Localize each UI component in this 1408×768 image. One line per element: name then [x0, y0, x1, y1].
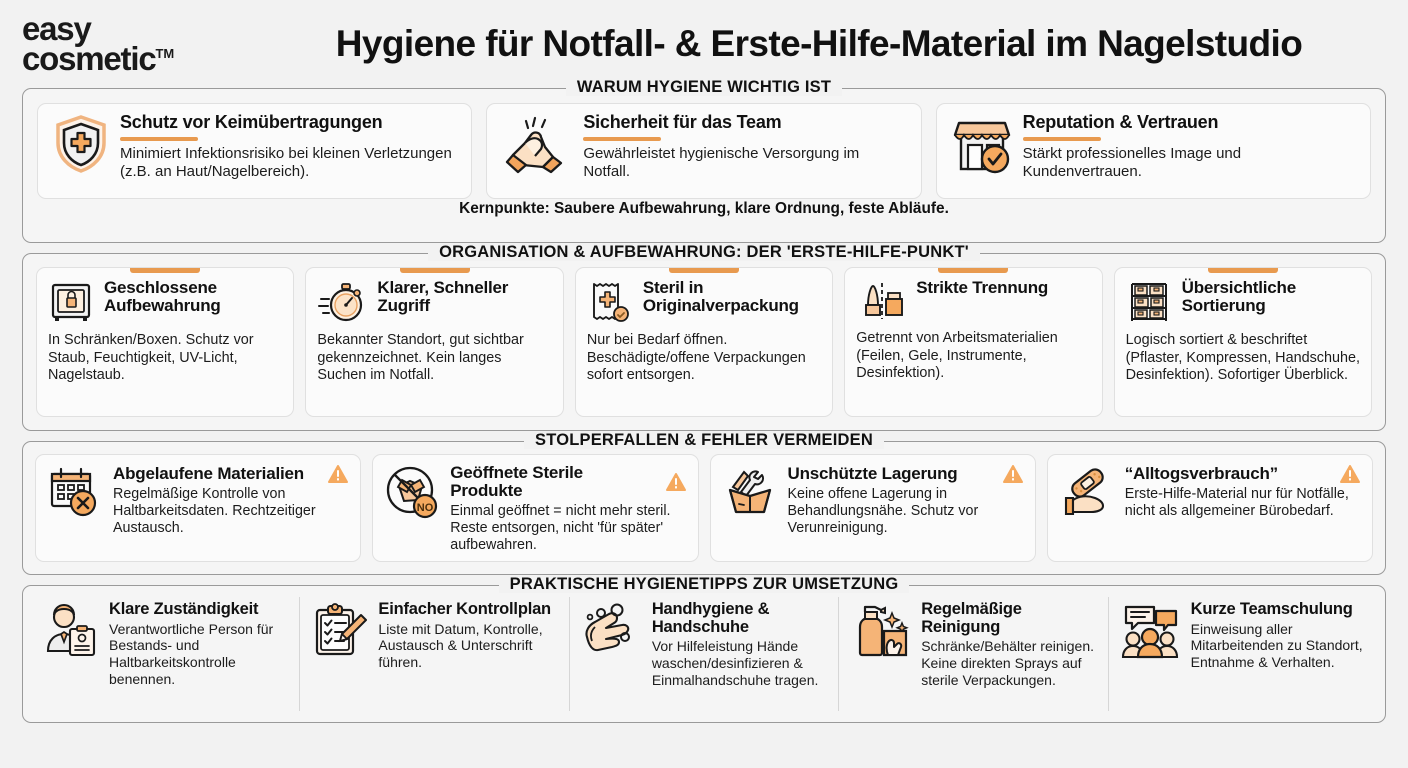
hand-washing-icon	[581, 601, 643, 659]
tip-description: Liste mit Datum, Kontrolle, Austausch & Unterschrift führen.	[378, 620, 543, 671]
card-uebersichtliche-sortierung[interactable]	[1114, 267, 1372, 417]
accent-bar	[583, 137, 661, 141]
svg-text:NO: NO	[417, 502, 434, 514]
page-title: Hygiene für Notfall- & Erste-Hilfe-Material im Nagelstudio	[335, 23, 1303, 64]
tips-row	[23, 586, 1385, 722]
card-description: Regelmäßige Kontrolle von Haltbarkeitsdaten. Rechtzeitiger Austausch.	[113, 486, 316, 537]
spray-cloth-icon	[850, 601, 912, 659]
accent-bar	[669, 268, 739, 273]
tip-description: Vor Hilfeleistung Hände waschen/desinfizieren & Einmalhandschuhe tragen.	[651, 638, 819, 688]
warning-triangle-icon	[665, 472, 687, 492]
tip-description: Einweisung aller Mitarbeitenden zu Standort, Entnahme & Verhalten.	[1190, 620, 1363, 671]
checklist-pen-icon	[311, 601, 369, 659]
card-title	[450, 464, 686, 501]
tip-title: Klare Zuständigkeit	[109, 600, 259, 618]
tip-title: Kurze Teamschulung	[1190, 600, 1353, 618]
section-heading: PRAKTISCHE HYGIENETIPPS ZUR UMSETZUNG	[23, 575, 1385, 594]
card-row	[23, 254, 1385, 430]
card-title: Steril in Originalverpackung	[642, 278, 799, 316]
card-klarer-schneller-zugriff[interactable]	[305, 267, 563, 417]
section-praktische-hygienetipps	[22, 575, 1386, 723]
card-row	[23, 442, 1385, 574]
card-steril-originalverpackung[interactable]	[575, 267, 833, 417]
card-description: Stärkt professionelles Image und Kundenvertrauen.	[1022, 145, 1242, 181]
card-description: In Schränken/Boxen. Schutz vor Staub, Feuchtigkeit, UV-Licht, Nagelstaub.	[48, 332, 254, 384]
tip-klare-zustaendigkeit[interactable]	[31, 597, 299, 711]
person-clipboard-icon	[42, 601, 100, 659]
accent-bar	[130, 268, 200, 273]
card-title: Klarer, Schneller Zugriff	[377, 278, 509, 316]
handshake-icon	[501, 113, 573, 175]
card-title	[788, 464, 1024, 484]
trademark-symbol: TM	[155, 46, 175, 61]
accent-bar	[938, 268, 1008, 273]
tip-description: Schränke/Behälter reinigen. Keine direkten Sprays auf sterile Verpackungen.	[921, 638, 1094, 688]
section-heading: WARUM HYGIENE WICHTIG IST	[23, 78, 1385, 97]
card-description: Keine offene Lagerung in Behandlungsnähe. Schutz vor Verunreinigung.	[787, 486, 979, 537]
card-strikte-trennung[interactable]	[844, 267, 1102, 417]
tip-title: Regelmäßige Reinigung	[921, 600, 1022, 636]
card-title-text: Abgelaufene Materialien	[113, 463, 304, 483]
tip-regelmaessige-reinigung[interactable]	[838, 597, 1107, 711]
card-description: Logisch sortiert & beschriftet (Pflaster, Kompressen, Handschuhe, Desinfektion). Sofortiger Überblick.	[1125, 332, 1360, 384]
card-title: Übersichtliche Sortierung	[1181, 278, 1296, 316]
card-title: Sicherheit für das Team	[583, 112, 782, 132]
card-title	[113, 464, 349, 484]
tip-description: Verantwortliche Person für Bestands- und Haltbarkeitskontrolle benennen.	[109, 620, 274, 688]
card-title-text: Unschützte Lagerung	[787, 463, 958, 483]
brand-line-2: cosmetic	[22, 40, 156, 77]
warning-triangle-icon	[327, 464, 349, 484]
card-description: Getrennt von Arbeitsmaterialien (Feilen, Gele, Instrumente, Desinfektion).	[856, 330, 1058, 382]
section-heading: STOLPERFALLEN & FEHLER VERMEIDEN	[23, 431, 1385, 450]
accent-bar	[400, 268, 470, 273]
open-toolbox-icon	[722, 464, 778, 520]
opened-box-no-icon	[384, 464, 440, 520]
tip-kurze-teamschulung[interactable]	[1108, 597, 1377, 711]
section-stolperfallen	[22, 431, 1386, 575]
accent-bar	[1208, 268, 1278, 273]
card-description: Erste-Hilfe-Material nur für Notfälle, nicht als allgemeiner Bürobedarf.	[1124, 486, 1349, 520]
shield-cross-icon	[52, 113, 110, 175]
card-title: Geschlossene Aufbewahrung	[104, 278, 221, 316]
card-description: Minimiert Infektionsrisiko bei kleinen Verletzungen (z.B. an Haut/Nagelbereich).	[120, 145, 452, 181]
section-warum-hygiene	[22, 78, 1386, 243]
card-abgelaufene-materialien[interactable]	[35, 454, 361, 562]
card-title: Strikte Trennung	[916, 278, 1049, 297]
card-title-text: Geöffnete Sterile Produkte	[450, 463, 583, 501]
tip-title: Einfacher Kontrollplan	[378, 600, 551, 618]
card-title: Reputation & Vertrauen	[1022, 112, 1219, 132]
card-geoeffnete-sterile-produkte[interactable]	[372, 454, 698, 562]
warning-triangle-icon	[1002, 464, 1024, 484]
tip-title: Handhygiene & Handschuhe	[651, 600, 770, 636]
section-footer-note: Kernpunkte: Saubere Aufbewahrung, klare Ordnung, feste Abläufe.	[459, 200, 949, 217]
calendar-expired-icon	[47, 464, 103, 520]
card-description: Bekannter Standort, gut sichtbar gekennzeichnet. Kein langes Suchen im Notfall.	[317, 332, 524, 384]
accent-bar	[1023, 137, 1101, 141]
brand-line-1: easy	[22, 9, 91, 47]
card-description: Nur bei Bedarf öffnen. Beschädigte/offene Verpackungen sofort entsorgen.	[586, 332, 806, 384]
section-organisation-aufbewahrung	[22, 243, 1386, 431]
storefront-check-icon	[951, 113, 1013, 175]
card-reputation-vertrauen[interactable]	[936, 103, 1371, 199]
card-schutz-keimuebertragungen[interactable]	[37, 103, 472, 199]
hand-plaster-icon	[1059, 464, 1115, 520]
safe-lock-icon	[48, 279, 94, 325]
card-description: Gewährleistet hygienische Versorgung im Notfall.	[583, 145, 860, 181]
card-alltagsverbrauch[interactable]	[1047, 454, 1373, 562]
stopwatch-icon	[317, 279, 367, 325]
card-title	[1125, 464, 1361, 484]
card-description: Einmal geöffnet = nicht mehr steril. Reste entsorgen, nicht 'für später' aufbewahren.	[450, 502, 671, 554]
section-heading: ORGANISATION & AUFBEWAHRUNG: DER 'ERSTE-HILFE-PUNKT'	[23, 243, 1385, 262]
accent-bar	[120, 137, 198, 141]
page-header	[0, 0, 1408, 88]
shelf-boxes-icon	[1126, 279, 1172, 325]
separation-divider-icon	[856, 279, 906, 323]
team-speech-icon	[1120, 601, 1182, 659]
card-unschuetzte-lagerung[interactable]	[710, 454, 1036, 562]
card-row	[23, 89, 1385, 201]
card-title-text: “Alltogsverbrauch”	[1124, 463, 1278, 483]
card-geschlossene-aufbewahrung[interactable]	[36, 267, 294, 417]
card-title: Schutz vor Keimübertragungen	[120, 112, 383, 132]
brand-logo	[22, 9, 272, 77]
tip-handhygiene-handschuhe[interactable]	[569, 597, 838, 711]
tip-einfacher-kontrollplan[interactable]	[299, 597, 568, 711]
warning-triangle-icon	[1339, 464, 1361, 484]
card-sicherheit-team[interactable]	[486, 103, 921, 199]
sterile-pouch-icon	[587, 279, 633, 325]
